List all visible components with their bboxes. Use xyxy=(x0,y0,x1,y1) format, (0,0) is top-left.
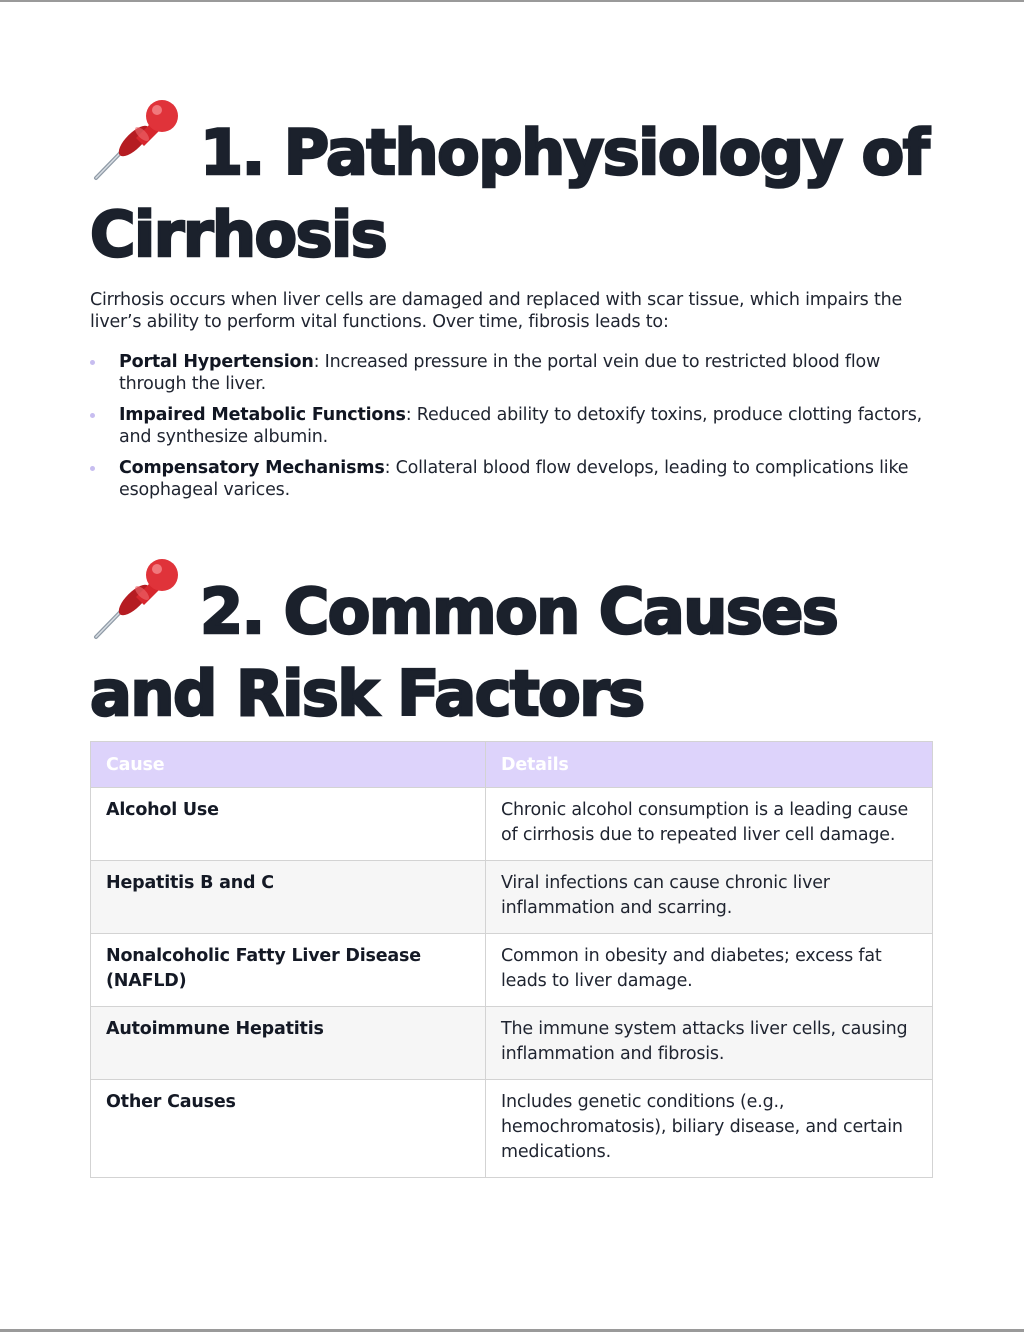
section-2-heading xyxy=(90,555,932,735)
list-item xyxy=(90,404,932,448)
pushpin-icon xyxy=(90,555,186,641)
cause-cell: Other Causes xyxy=(91,1080,486,1178)
list-item xyxy=(90,351,932,395)
bullet-dot-icon xyxy=(90,413,95,418)
cause-cell: Hepatitis B and C xyxy=(91,861,486,934)
causes-table xyxy=(90,741,933,1178)
cause-cell: Autoimmune Hepatitis xyxy=(91,1007,486,1080)
bullet-text: : Collateral blood flow develops, leading to complications like esophageal varices. xyxy=(119,458,909,500)
table-row xyxy=(91,1007,933,1080)
bullet-text: : Reduced ability to detoxify toxins, produce clotting factors, and synthesize albumin. xyxy=(119,405,923,447)
bullet-dot-icon xyxy=(90,466,95,471)
details-cell: The immune system attacks liver cells, causing inflammation and fibrosis. xyxy=(486,1007,933,1080)
details-cell: Common in obesity and diabetes; excess fat leads to liver damage. xyxy=(486,934,933,1007)
details-cell: Includes genetic conditions (e.g., hemochromatosis), biliary disease, and certain medications. xyxy=(486,1080,933,1178)
pushpin-icon xyxy=(90,96,186,182)
details-cell: Viral infections can cause chronic liver inflammation and scarring. xyxy=(486,861,933,934)
table-row xyxy=(91,788,933,861)
page-border-top xyxy=(0,0,1024,2)
bullet-term: Compensatory Mechanisms xyxy=(119,458,385,478)
cause-cell: Alcohol Use xyxy=(91,788,486,861)
bullet-text: : Increased pressure in the portal vein due to restricted blood flow through the liver. xyxy=(119,352,881,394)
table-header-row xyxy=(91,742,933,788)
table-row xyxy=(91,861,933,934)
bullet-dot-icon xyxy=(90,360,95,365)
list-item xyxy=(90,457,932,501)
bullet-term: Impaired Metabolic Functions xyxy=(119,405,406,425)
column-header-details: Details xyxy=(486,742,933,788)
section-1-title-text: 1. Pathophysiology of Cirrhosis xyxy=(90,116,929,271)
section-1-bullet-list xyxy=(90,351,932,510)
bullet-term: Portal Hypertension xyxy=(119,352,314,372)
table-row xyxy=(91,1080,933,1178)
section-1-heading xyxy=(90,96,932,276)
section-2-title-text: 2. Common Causes and Risk Factors xyxy=(90,575,838,730)
column-header-cause: Cause xyxy=(91,742,486,788)
cause-cell: Nonalcoholic Fatty Liver Disease (NAFLD) xyxy=(91,934,486,1007)
details-cell: Chronic alcohol consumption is a leading cause of cirrhosis due to repeated liver cell damage. xyxy=(486,788,933,861)
table-row xyxy=(91,934,933,1007)
section-1-intro: Cirrhosis occurs when liver cells are damaged and replaced with scar tissue, which impairs the liver’s ability to perform vital functions. Over time, fibrosis leads to: xyxy=(90,290,903,332)
